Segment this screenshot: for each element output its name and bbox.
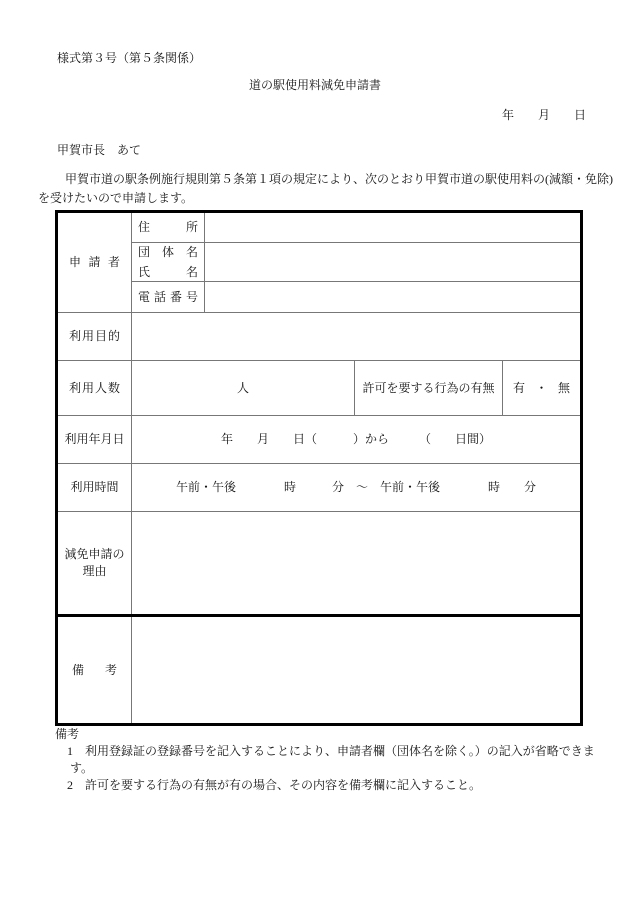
people-row [58,361,580,416]
purpose-value-cell [132,313,580,360]
form-number: 様式第３号（第５条関係） [57,51,202,65]
org-name-value-cell [205,243,580,281]
permit-options: 有・無 [513,380,570,395]
purpose-row [58,313,580,361]
phone-label-cell [132,282,205,312]
people-unit-label: 人 [236,380,249,395]
use-date-row [58,416,580,464]
note-2: 2 許可を要する行為の有無が有の場合、その内容を備考欄に記入すること。 [67,778,482,792]
reason-label: 減免申請の理由 [64,547,125,578]
note-1-continuation: す。 [70,761,94,775]
address-value-cell [205,213,580,242]
applicant-header-cell [58,213,132,312]
use-date-header-cell [58,416,132,463]
applicant-row [58,213,580,313]
applicant-label: 申請者 [69,255,120,270]
use-time-row [58,464,580,512]
statement-line-2: を受けたいので申請します。 [38,191,194,205]
permit-question-label: 許可を要する行為の有無 [362,380,495,395]
people-label: 利用人数 [69,380,120,395]
people-header-cell [58,361,132,415]
form-title: 道の駅使用料減免申請書 [248,78,381,92]
phone-value-cell [205,282,580,312]
use-time-header-cell [58,464,132,511]
address-row [132,213,580,243]
notes-heading: 備考 [55,727,80,741]
date-line: 年 月 日 [502,108,587,122]
phone-row [132,282,580,312]
reason-value-cell [132,512,580,614]
note-1: 1 利用登録証の登録番号を記入することにより、申請者欄（団体名を除く。）の記入が省略できま [67,744,595,758]
address-label: 住所 [138,220,198,235]
notes-section [55,726,620,794]
use-date-label: 利用年月日 [64,432,125,446]
remarks-label: 備考 [72,662,117,677]
org-name-row [132,243,580,282]
people-count-cell [132,361,355,415]
reason-row [58,512,580,617]
use-time-label: 利用時間 [70,480,119,494]
address-label-cell [132,213,205,242]
use-date-template-cell: 年 月 日（ ）から （ 日間） [220,432,491,447]
purpose-header-cell [58,313,132,360]
remarks-value-cell [132,617,580,723]
applicant-sub-rows [132,213,580,312]
permit-question-cell [355,361,503,415]
remarks-row [58,617,580,723]
org-name-label-cell [132,243,205,281]
statement-line-1: 甲賀市道の駅条例施行規則第５条第１項の規定により、次のとおり甲賀市道の駅使用料の(減額・免除) [65,172,613,186]
name-label: 氏名 [138,264,198,279]
permit-options-cell [503,361,580,415]
purpose-label: 利用目的 [69,329,120,344]
reason-header-cell [58,512,132,614]
addressee: 甲賀市長 あて [57,143,142,157]
application-statement [38,170,613,208]
org-label: 団体名 [138,245,198,260]
phone-label: 電話番号 [138,289,198,304]
use-time-template-cell: 午前・午後 時 分 ～ 午前・午後 時 分 [175,480,536,495]
remarks-header-cell [58,617,132,723]
application-table [55,210,583,726]
